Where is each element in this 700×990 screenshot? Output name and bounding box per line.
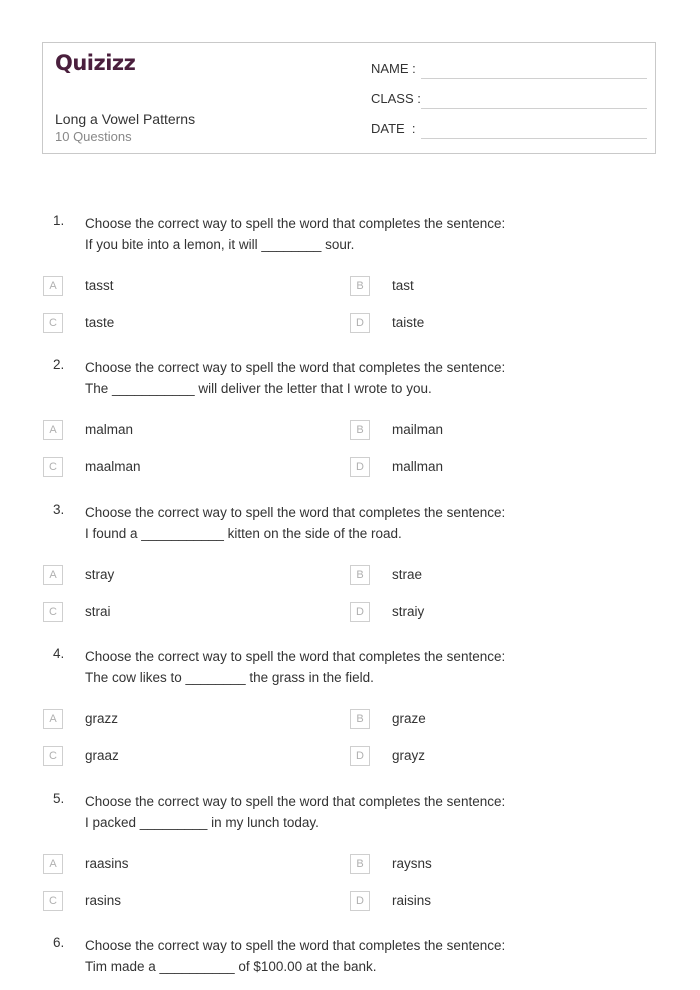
- prompt-line: Choose the correct way to spell the word that completes the sentence:: [85, 938, 506, 953]
- question-prompt: [85, 646, 505, 688]
- quizizz-logo: Quizizz: [55, 51, 136, 75]
- option-letter-box: C: [43, 602, 63, 622]
- option-text: straiy: [392, 604, 425, 619]
- option-text: graaz: [85, 748, 119, 763]
- option-letter-box: B: [350, 854, 370, 874]
- option-letter-box: D: [350, 313, 370, 333]
- option-text: tasst: [85, 278, 114, 293]
- option-letter-box: B: [350, 420, 370, 440]
- worksheet-header: [42, 42, 656, 154]
- option-text: raisins: [392, 893, 432, 908]
- option-text: mailman: [392, 422, 444, 437]
- question-number: 2.: [53, 357, 65, 372]
- option-text: rasins: [85, 893, 122, 908]
- option-letter-box: A: [43, 565, 63, 585]
- option-letter-box: D: [350, 457, 370, 477]
- question-prompt: [85, 213, 505, 255]
- option-letter-box: B: [350, 709, 370, 729]
- option-letter-box: A: [43, 420, 63, 440]
- class-line: [421, 108, 647, 109]
- option-text: stray: [85, 567, 115, 582]
- option-text: taiste: [392, 315, 425, 330]
- class-label: CLASS :: [371, 91, 421, 106]
- question-number: 1.: [53, 213, 65, 228]
- option-text: mallman: [392, 459, 444, 474]
- question-prompt: [85, 935, 505, 977]
- prompt-sentence: I found a ___________ kitten on the side of the road.: [85, 526, 402, 541]
- option-text: strae: [392, 567, 423, 582]
- option-letter-box: C: [43, 746, 63, 766]
- prompt-sentence: The ___________ will deliver the letter that I wrote to you.: [85, 381, 432, 396]
- option-letter-box: D: [350, 746, 370, 766]
- prompt-sentence: I packed _________ in my lunch today.: [85, 815, 319, 830]
- question-number: 6.: [53, 935, 65, 950]
- option-text: grazz: [85, 711, 119, 726]
- option-letter-box: C: [43, 891, 63, 911]
- prompt-line: Choose the correct way to spell the word that completes the sentence:: [85, 505, 506, 520]
- option-text: raasins: [85, 856, 129, 871]
- option-letter-box: D: [350, 891, 370, 911]
- worksheet-title: Long a Vowel Patterns: [55, 111, 196, 127]
- prompt-sentence: The cow likes to ________ the grass in the field.: [85, 670, 374, 685]
- date-label: DATE :: [371, 121, 416, 136]
- question-prompt: [85, 502, 505, 544]
- question-count: 10 Questions: [55, 129, 132, 144]
- prompt-line: Choose the correct way to spell the word that completes the sentence:: [85, 216, 506, 231]
- option-letter-box: D: [350, 602, 370, 622]
- question-number: 4.: [53, 646, 65, 661]
- question-number: 5.: [53, 791, 65, 806]
- question-prompt: [85, 357, 505, 399]
- option-text: strai: [85, 604, 111, 619]
- option-text: malman: [85, 422, 134, 437]
- question-number: 3.: [53, 502, 65, 517]
- option-text: grayz: [392, 748, 426, 763]
- option-text: taste: [85, 315, 115, 330]
- name-line: [421, 78, 647, 79]
- option-letter-box: A: [43, 854, 63, 874]
- option-text: graze: [392, 711, 426, 726]
- option-letter-box: C: [43, 313, 63, 333]
- option-text: maalman: [85, 459, 141, 474]
- option-letter-box: A: [43, 709, 63, 729]
- prompt-line: Choose the correct way to spell the word that completes the sentence:: [85, 649, 506, 664]
- option-letter-box: B: [350, 276, 370, 296]
- option-letter-box: B: [350, 565, 370, 585]
- date-line: [421, 138, 647, 139]
- question-prompt: [85, 791, 505, 833]
- option-text: tast: [392, 278, 414, 293]
- prompt-sentence: Tim made a __________ of $100.00 at the bank.: [85, 959, 377, 974]
- prompt-sentence: If you bite into a lemon, it will ________ sour.: [85, 237, 355, 252]
- option-letter-box: C: [43, 457, 63, 477]
- option-text: raysns: [392, 856, 432, 871]
- option-letter-box: A: [43, 276, 63, 296]
- prompt-line: Choose the correct way to spell the word that completes the sentence:: [85, 360, 506, 375]
- prompt-line: Choose the correct way to spell the word that completes the sentence:: [85, 794, 506, 809]
- name-label: NAME :: [371, 61, 416, 76]
